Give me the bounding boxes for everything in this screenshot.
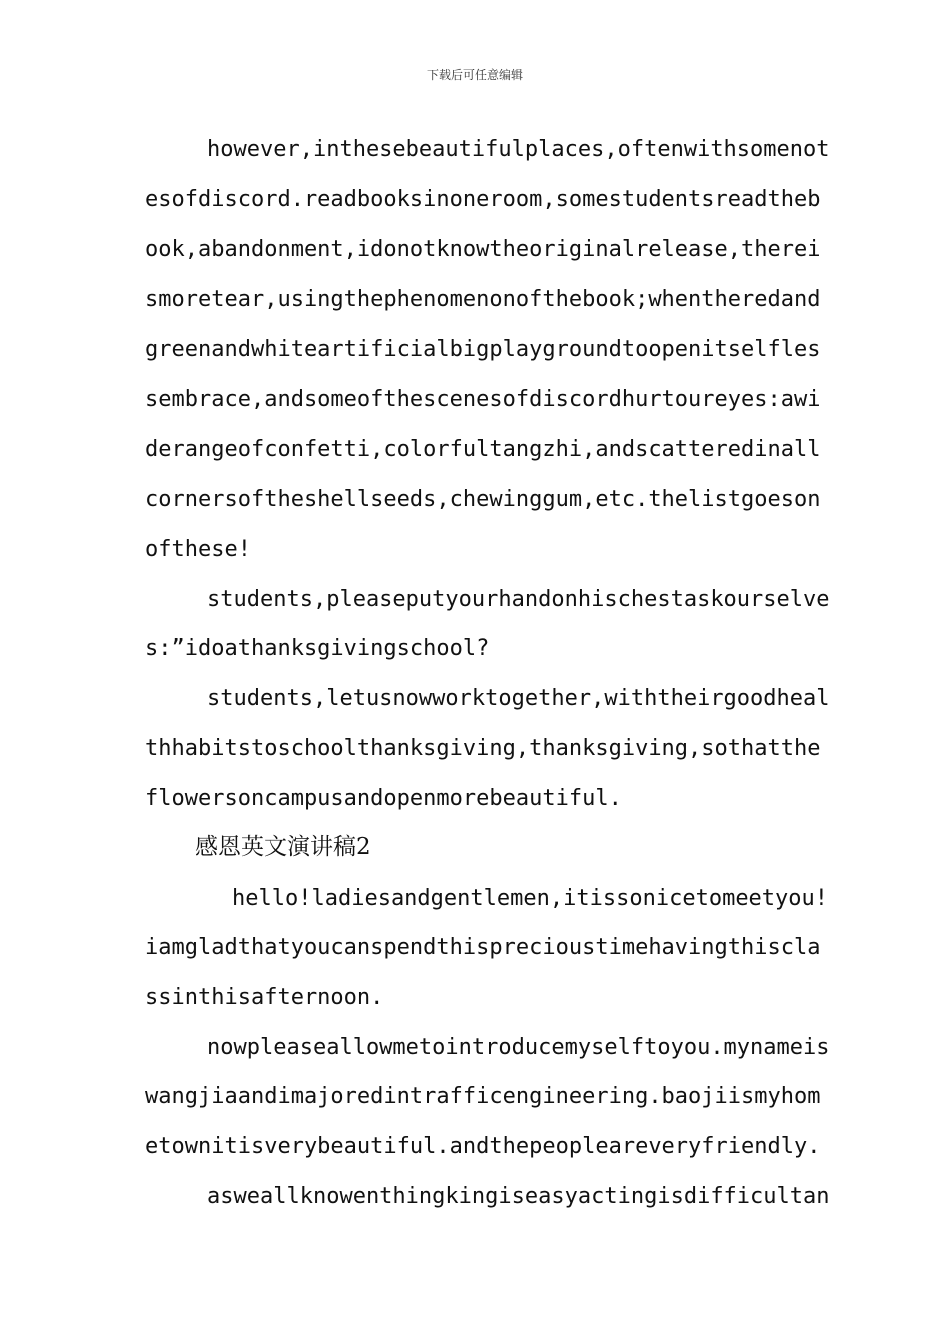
text-line: esofdiscord.readbooksinoneroom,somestudentsreadtheb	[145, 187, 821, 212]
text-line: cornersoftheshellseeds,chewinggum,etc.thelistgoeson	[145, 487, 821, 512]
text-line: however,inthesebeautifulplaces,oftenwithsomenot	[207, 137, 830, 162]
page-header: 下载后可任意编辑	[426, 68, 523, 82]
section-heading: 感恩英文演讲稿2	[195, 834, 371, 860]
text-line: smoretear,usingthephenomenonofthebook;whentheredand	[145, 287, 821, 312]
text-line: thhabitstoschoolthanksgiving,thanksgiving,sothatthe	[145, 736, 821, 761]
text-line: ofthese!	[145, 537, 251, 562]
text-line: iamgladthatyoucanspendthisprecioustimehavingthiscla	[145, 935, 821, 960]
text-line: hello!ladiesandgentlemen,itissonicetomeetyou!	[232, 886, 829, 911]
text-line: students,letusnowworktogether,withtheirgoodheal	[207, 686, 830, 711]
text-line: s:”idoathanksgivingschool?	[145, 636, 490, 661]
text-line: ook,abandonment,idonotknowtheoriginalrelease,therei	[145, 237, 821, 262]
text-line: derangeofconfetti,colorfultangzhi,andscatteredinall	[145, 437, 821, 462]
text-line: etownitisverybeautiful.andthepeopleareveryfriendly.	[145, 1134, 821, 1159]
text-line: ssinthisafternoon.	[145, 985, 384, 1010]
text-line: asweallknowenthingkingiseasyactingisdifficultan	[207, 1184, 830, 1209]
text-line: nowpleaseallowmetointroducemyselftoyou.mynameis	[207, 1035, 830, 1060]
text-line: greenandwhiteartificialbigplaygroundtoopenitselfles	[145, 337, 821, 362]
text-line: students,pleaseputyourhandonhischestaskourselve	[207, 587, 830, 612]
text-line: wangjiaandimajoredintrafficengineering.baojiismyhom	[145, 1084, 821, 1109]
text-line: sembrace,andsomeofthescenesofdiscordhurtoureyes:awi	[145, 387, 821, 412]
text-line: flowersoncampusandopenmorebeautiful.	[145, 786, 622, 811]
